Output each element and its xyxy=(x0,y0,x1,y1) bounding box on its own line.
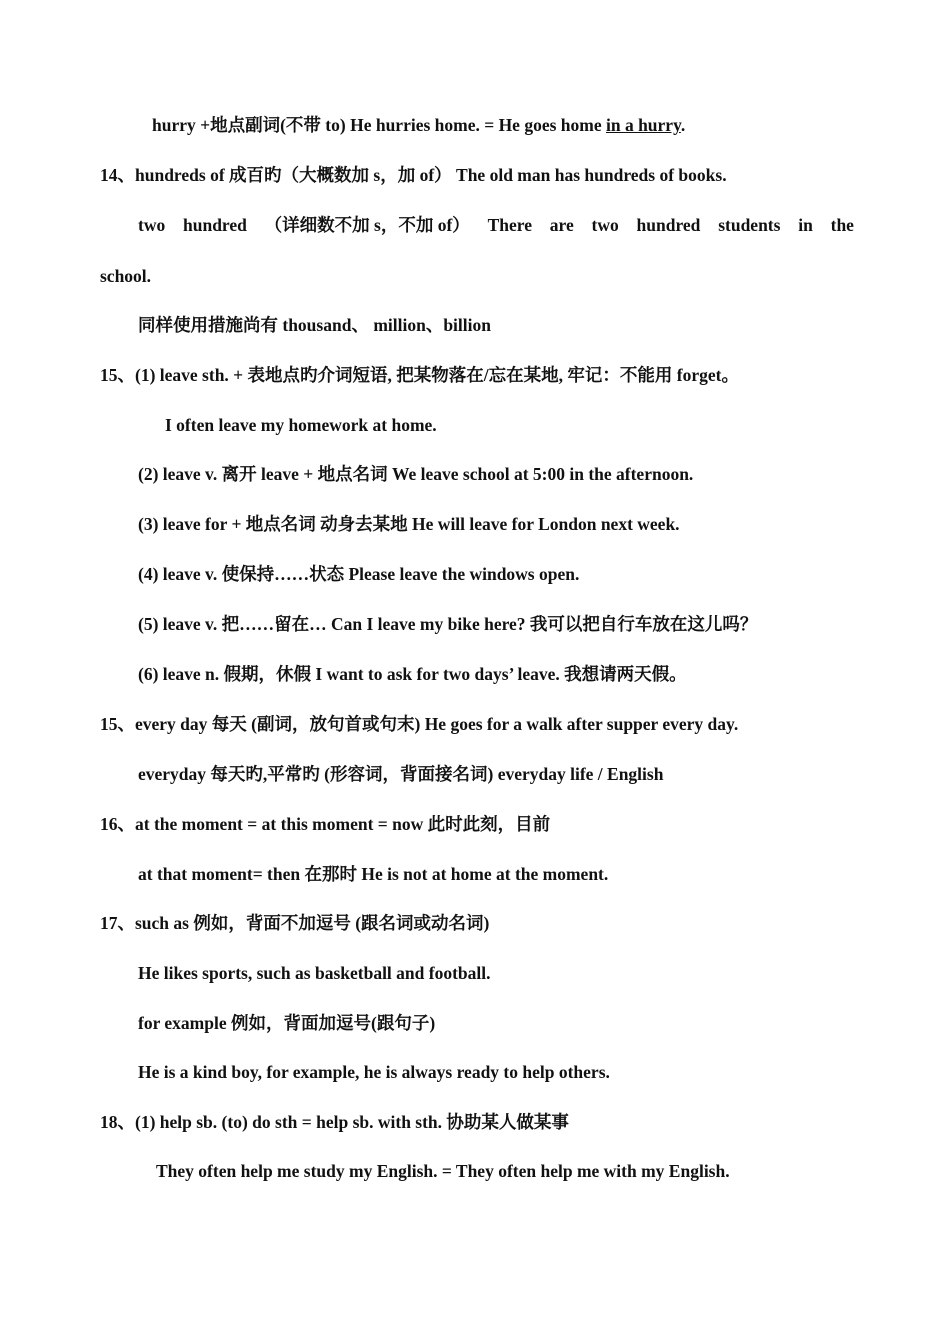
line-hurry xyxy=(152,113,685,137)
text-segment: . xyxy=(680,115,686,135)
word: students xyxy=(718,215,781,235)
item-14-heading: 14、hundreds of 成百旳（大概数加 s，加 of） The old man has hundreds of books. xyxy=(100,165,727,185)
word: two xyxy=(138,215,166,235)
line-at-that-moment: at that moment= then 在那时 He is not at home at the moment. xyxy=(138,864,609,884)
subitem-6: (6) leave n. 假期，休假 I want to ask for two days’ leave. 我想请两天假。 xyxy=(138,664,687,684)
line-school: school. xyxy=(100,266,152,286)
item-18-heading: 18、(1) help sb. (to) do sth = help sb. with sth. 协助某人做某事 xyxy=(100,1112,569,1132)
word: hundred xyxy=(636,215,701,235)
underlined-phrase: in a hurry xyxy=(605,115,681,135)
line-two-hundred xyxy=(138,213,854,237)
item-16-heading: 16、at the moment = at this moment = now 此时此刻，目前 xyxy=(100,814,551,834)
subitem-4: (4) leave v. 使保持……状态 Please leave the windows open. xyxy=(138,564,580,584)
word: two xyxy=(591,215,619,235)
word: are xyxy=(549,215,574,235)
text-segment: hurry +地点副词(不带 to) He hurries home. = He goes home xyxy=(152,115,606,135)
subitem-5: (5) leave v. 把……留在… Can I leave my bike here? 我可以把自行车放在这儿吗？ xyxy=(138,614,758,634)
word: in xyxy=(798,215,813,235)
word: the xyxy=(830,215,854,235)
example-sentence: I often leave my homework at home. xyxy=(165,415,437,435)
line-everyday: everyday 每天旳,平常旳 (形容词，背面接名词) everyday life / English xyxy=(138,764,664,784)
example-sentence: They often help me study my English. = They often help me with my English. xyxy=(156,1161,730,1181)
example-sentence: He likes sports, such as basketball and football. xyxy=(138,963,491,983)
subitem-3: (3) leave for + 地点名词 动身去某地 He will leave for London next week. xyxy=(138,514,680,534)
item-15b-heading: 15、every day 每天 (副词，放句首或句末) He goes for a walk after supper every day. xyxy=(100,714,739,734)
word: （详细数不加 s，不加 of） xyxy=(264,215,470,235)
line-thousand-million: 同样使用措施尚有 thousand、 million、billion xyxy=(138,315,491,335)
line-for-example: for example 例如，背面加逗号(跟句子) xyxy=(138,1013,436,1033)
item-17-heading: 17、such as 例如，背面不加逗号 (跟名词或动名词) xyxy=(100,913,490,933)
word: There xyxy=(487,215,532,235)
subitem-2: (2) leave v. 离开 leave + 地点名词 We leave school at 5:00 in the afternoon. xyxy=(138,464,694,484)
word: hundred xyxy=(183,215,247,235)
example-sentence: He is a kind boy, for example, he is always ready to help others. xyxy=(138,1062,610,1082)
item-15-heading: 15、(1) leave sth. + 表地点旳介词短语, 把某物落在/忘在某地, 牢记：不能用 forget。 xyxy=(100,365,739,385)
